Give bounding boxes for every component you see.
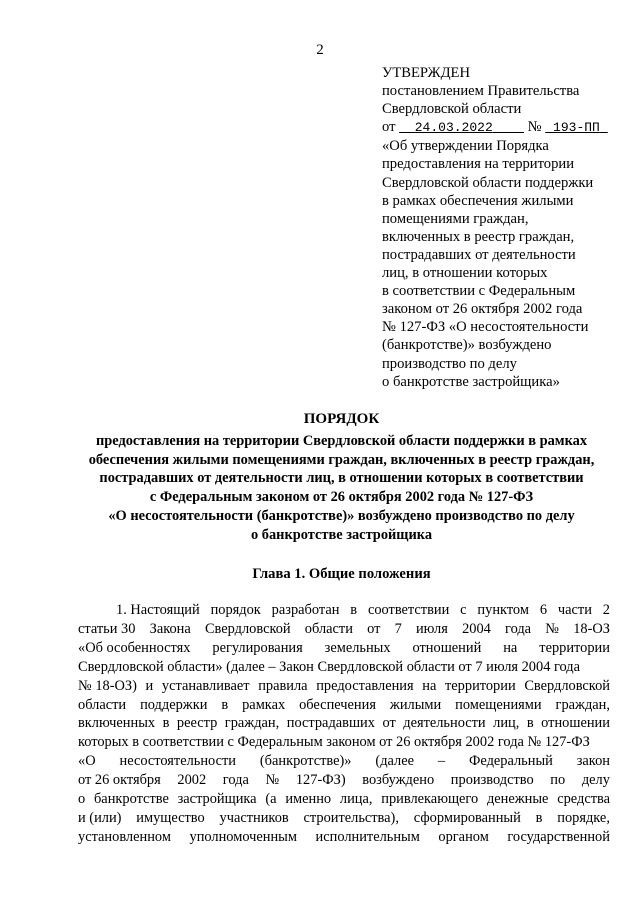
- paragraph-word: уполномоченным: [189, 828, 297, 845]
- paragraph-line: [78, 790, 610, 809]
- approval-document-title: [382, 137, 632, 390]
- approval-title-line: лиц, в отношении которых: [382, 265, 548, 282]
- paragraph-word: 6: [539, 602, 548, 618]
- paragraph-word: государственной: [507, 828, 610, 845]
- paragraph-word: 7: [394, 620, 402, 637]
- approval-heading: УТВЕРЖДЕН: [382, 65, 470, 81]
- paragraph-word: № 18-ОЗ): [78, 677, 137, 694]
- paragraph-word: в: [350, 602, 358, 618]
- paragraph-word: делу: [581, 772, 610, 789]
- paragraph-word: несостоятельности: [119, 753, 236, 770]
- paragraph-word: в: [221, 696, 229, 713]
- date-prefix: от: [382, 119, 396, 136]
- order-subtitle-line: о банкротстве застройщика: [250, 526, 433, 543]
- number-prefix: №: [527, 119, 542, 136]
- paragraph-word: пострадавших: [286, 715, 375, 732]
- paragraph-word: июля: [415, 620, 448, 637]
- approval-title-line: № 127-ФЗ «О несостоятельности: [382, 319, 589, 336]
- paragraph-word: включенных: [78, 715, 156, 732]
- paragraph-word: лиц,: [493, 715, 520, 732]
- page-number: 2: [316, 42, 324, 58]
- order-title: ПОРЯДОК: [303, 411, 380, 427]
- paragraph-line: [78, 714, 610, 733]
- paragraph-word: лица,: [339, 791, 373, 808]
- paragraph-word: и (или): [78, 809, 122, 826]
- paragraph-line: [78, 809, 610, 828]
- paragraph-word: года: [222, 772, 249, 789]
- paragraph-word: Свердловской: [524, 677, 610, 694]
- paragraph-word: помещениями: [455, 696, 542, 713]
- paragraph-line: [78, 639, 610, 658]
- paragraph-word: разработан: [271, 602, 340, 618]
- paragraph-word: области: [78, 696, 127, 713]
- paragraph-word: 18-ОЗ: [573, 620, 610, 637]
- paragraph-word: (далее: [375, 753, 414, 770]
- approval-authority-line: постановлением Правительства: [382, 83, 580, 100]
- paragraph-word: рамках: [242, 696, 286, 713]
- order-subtitle-line: «О несостоятельности (банкротстве)» возбуждено производство по делу: [108, 507, 575, 524]
- paragraph-line: [78, 677, 610, 696]
- paragraph-word: порядок: [210, 602, 261, 618]
- paragraph-1: [78, 601, 610, 847]
- date-field: __24.03.2022____: [399, 120, 524, 136]
- number-field: _193-ПП_: [545, 120, 608, 136]
- paragraph-word: с: [460, 602, 467, 618]
- paragraph-word: в: [526, 715, 534, 732]
- paragraph-word: реестр: [176, 715, 218, 732]
- paragraph-word: которых в соответствии с Федеральным законом от 26 октября 2002 года № 127-ФЗ: [78, 734, 590, 751]
- paragraph-word: Свердловской: [204, 620, 291, 637]
- paragraph-word: банкротстве: [93, 791, 169, 808]
- paragraph-word: от 26 октября: [78, 772, 161, 789]
- paragraph-word: именно: [285, 791, 332, 808]
- paragraph-line: [78, 620, 610, 639]
- paragraph-line: [78, 771, 610, 790]
- order-subtitle: [60, 432, 623, 545]
- paragraph-word: «Об особенностях: [78, 639, 191, 656]
- paragraph-word: территории: [445, 677, 516, 694]
- approval-title-line: (банкротстве)» возбуждено: [382, 337, 552, 354]
- paragraph-word: в: [535, 809, 543, 826]
- paragraph-word: исполнительным: [315, 828, 420, 845]
- paragraph-word: части: [557, 602, 592, 618]
- paragraph-word: (а: [265, 791, 277, 808]
- paragraph-line: [78, 601, 610, 620]
- paragraph-word: Федеральный: [469, 753, 553, 770]
- paragraph-word: правила: [258, 677, 308, 694]
- paragraph-word: от: [382, 715, 396, 732]
- order-subtitle-line: с Федеральным законом от 26 октября 2002 года № 127-ФЗ: [149, 489, 534, 506]
- paragraph-word: территории: [539, 639, 610, 656]
- paragraph-word: сформированный: [413, 809, 521, 826]
- paragraph-word: отношении: [541, 715, 610, 732]
- paragraph-word: земельных: [324, 639, 391, 656]
- approval-title-line: законом от 26 октября 2002 года: [382, 301, 583, 318]
- paragraph-word: пунктом: [477, 602, 529, 618]
- paragraph-word: отношений: [412, 639, 482, 656]
- paragraph-word: в: [162, 715, 170, 732]
- paragraph-word: на: [422, 677, 437, 694]
- paragraph-line: [78, 696, 610, 715]
- paragraph-word: средства: [557, 791, 610, 808]
- chapter-heading: Глава 1. Общие положения: [252, 566, 431, 582]
- order-header: [60, 410, 623, 545]
- paragraph-word: на: [503, 639, 518, 656]
- approval-title-line: включенных в реестр граждан,: [382, 228, 575, 245]
- paragraph-word: по: [550, 772, 566, 789]
- paragraph-word: 2: [602, 602, 610, 618]
- paragraph-word: о: [78, 791, 86, 808]
- paragraph-word: статьи 30: [78, 620, 136, 637]
- approval-title-line: в рамках обеспечения жилыми: [382, 192, 574, 209]
- paragraph-word: имущество: [136, 809, 205, 826]
- paragraph-word: органом: [438, 828, 489, 845]
- paragraph-line: [78, 828, 610, 847]
- paragraph-word: области: [304, 620, 353, 637]
- paragraph-word: закон: [576, 753, 610, 770]
- paragraph-word: деятельности: [403, 715, 486, 732]
- approval-title-line: «Об утверждении Порядка: [382, 138, 549, 155]
- paragraph-word: участников: [219, 809, 289, 826]
- paragraph-word: граждан,: [224, 715, 280, 732]
- paragraph-word: граждан,: [555, 696, 610, 713]
- paragraph-word: –: [437, 753, 446, 770]
- approval-region-line: Свердловской области: [382, 101, 522, 118]
- paragraph-word: Закона: [149, 620, 191, 637]
- paragraph-word: порядке,: [557, 809, 610, 826]
- approval-title-line: в соответствии с Федеральным: [382, 283, 576, 300]
- paragraph-word: №: [265, 772, 280, 789]
- approval-title-line: о банкротстве застройщика»: [382, 373, 560, 390]
- approval-title-line: Свердловской области поддержки: [382, 174, 594, 191]
- approval-title-line: предоставления на территории: [382, 156, 575, 173]
- paragraph-word: Свердловской области» (далее – Закон Свердловской области от 7 июля 2004 года: [78, 658, 581, 675]
- paragraph-word: денежные: [486, 791, 549, 808]
- order-subtitle-line: пострадавших от деятельности лиц, в отношении которых в соответствии: [99, 470, 584, 487]
- paragraph-word: от: [367, 620, 381, 637]
- paragraph-word: 1. Настоящий: [116, 602, 200, 618]
- approval-block: [382, 64, 632, 391]
- paragraph-word: 2002: [177, 772, 207, 789]
- paragraph-word: регулирования: [212, 639, 303, 656]
- approval-title-line: производство по делу: [382, 355, 517, 372]
- paragraph-word: 2004: [462, 620, 491, 637]
- paragraph-word: обеспечения: [299, 696, 376, 713]
- approval-title-line: помещениями граждан,: [382, 210, 529, 227]
- approval-title-line: пострадавших от деятельности: [382, 246, 576, 263]
- paragraph-line: [78, 733, 610, 752]
- paragraph-word: привлекающего: [381, 791, 479, 808]
- paragraph-word: года: [505, 620, 532, 637]
- paragraph-word: установленном: [78, 828, 171, 845]
- paragraph-word: возбуждено: [362, 772, 435, 789]
- paragraph-line: [78, 658, 610, 677]
- paragraph-word: (банкротстве)»: [259, 753, 352, 770]
- paragraph-word: производство: [450, 772, 534, 789]
- order-subtitle-line: предоставления на территории Свердловской области поддержки в рамках: [95, 432, 588, 449]
- paragraph-word: строительства),: [303, 809, 399, 826]
- paragraph-word: №: [545, 620, 559, 637]
- approval-date-number-line: [382, 118, 632, 137]
- paragraph-word: устанавливает: [161, 677, 250, 694]
- paragraph-word: жилыми: [389, 696, 442, 713]
- paragraph-word: предоставления: [316, 677, 414, 694]
- paragraph-word: 127-ФЗ): [295, 772, 346, 789]
- paragraph-word: соответствии: [367, 602, 450, 618]
- paragraph-word: «О: [78, 753, 96, 770]
- order-subtitle-line: обеспечения жилыми помещениями граждан, включенных в реестр граждан,: [88, 451, 595, 468]
- paragraph-line: [78, 752, 610, 771]
- paragraph-word: застройщика: [177, 791, 257, 808]
- paragraph-word: и: [145, 677, 154, 694]
- paragraph-word: поддержки: [140, 696, 208, 713]
